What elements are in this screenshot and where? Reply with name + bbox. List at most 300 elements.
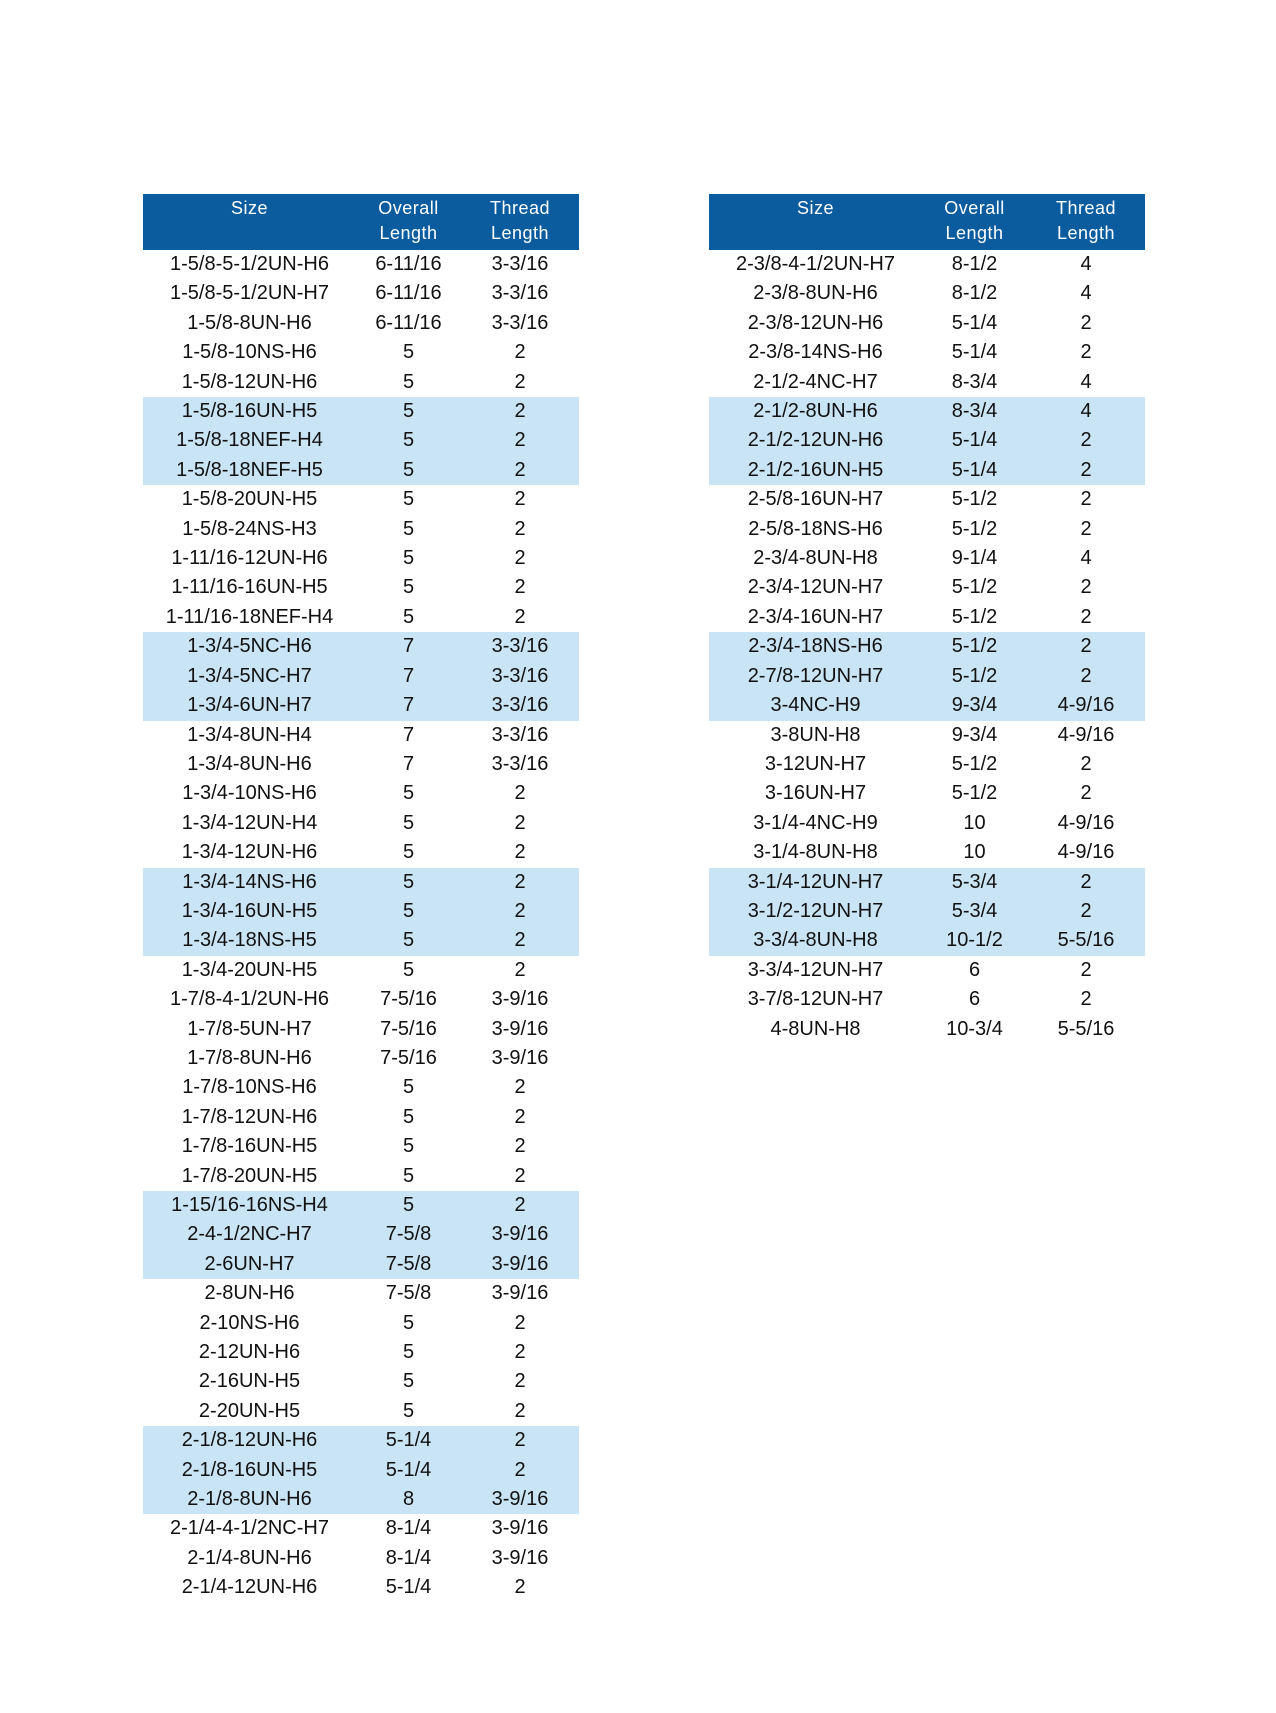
cell-thread-length: 3-9/16 [491,1517,549,1540]
cell-thread-length: 3-9/16 [491,1046,549,1069]
cell-size: 2-1/4-4-1/2NC-H7 [170,1517,329,1540]
cell-size: 1-3/4-5NC-H7 [143,662,356,691]
cell-thread-length: 4 [1080,370,1092,393]
table-row [709,544,1145,573]
table-row [143,926,579,955]
cell-size: 1-5/8-18NEF-H5 [143,456,356,485]
cell-size: 1-3/4-20UN-H5 [181,958,318,981]
table-header-row [143,194,579,250]
cell-overall-length: 5 [356,426,461,455]
cell-overall-length: 9-3/4 [922,691,1027,720]
table-row [143,779,579,808]
cell-overall-length: 9-1/4 [951,547,998,570]
thread-gauge-table-right [709,194,1145,1044]
table-row [709,397,1145,426]
cell-thread-length: 2 [1080,488,1092,511]
cell-thread-length: 2 [514,576,526,599]
cell-size: 4-8UN-H8 [770,1017,861,1040]
table-row [709,721,1145,750]
cell-thread-length: 3-9/16 [491,1017,549,1040]
cell-thread-length: 2 [514,811,526,834]
table-row [709,956,1145,985]
cell-size: 2-3/8-8UN-H6 [753,282,878,305]
cell-size: 2-3/8-4-1/2UN-H7 [736,253,895,275]
cell-size: 1-5/8-10NS-H6 [182,341,317,364]
cell-overall-length: 5-1/2 [951,517,998,540]
cell-size: 2-3/4-12UN-H7 [747,576,884,599]
cell-overall-length: 7-5/8 [385,1282,432,1305]
cell-size: 1-11/16-18NEF-H4 [165,605,334,628]
cell-overall-length: 5-1/2 [951,576,998,599]
table-row [143,985,579,1014]
cell-thread-length: 2 [514,370,526,393]
cell-size: 1-11/16-12UN-H6 [171,547,328,570]
cell-thread-length: 2 [514,841,526,864]
cell-size: 1-5/8-5-1/2UN-H7 [170,282,329,305]
table-row [709,338,1145,367]
table-row [143,1250,579,1279]
cell-size: 1-5/8-24NS-H3 [182,517,317,540]
table-row [143,1279,579,1308]
cell-size: 1-3/4-18NS-H5 [143,926,356,955]
cell-thread-length: 2 [1027,426,1145,455]
cell-overall-length: 8-1/4 [385,1517,432,1540]
cell-thread-length: 3-9/16 [491,1546,549,1569]
table-row [143,485,579,514]
table-row [143,1514,579,1543]
table-row [143,1191,579,1220]
cell-thread-length: 3-3/16 [491,752,549,775]
cell-size: 3-3/4-12UN-H7 [747,958,884,981]
cell-overall-length: 5 [402,841,415,864]
cell-size: 1-3/4-16UN-H5 [143,897,356,926]
cell-size: 2-1/2-12UN-H6 [709,426,922,455]
table-row [143,1456,579,1485]
cell-overall-length: 7-5/8 [356,1220,461,1249]
cell-overall-length: 5 [402,1399,415,1422]
cell-size: 1-3/4-8UN-H6 [187,752,312,775]
cell-thread-length: 2 [461,926,579,955]
cell-overall-length: 5-1/2 [922,632,1027,661]
cell-overall-length: 5-1/2 [951,752,998,775]
cell-overall-length: 5 [402,370,415,393]
cell-overall-length: 5-1/4 [951,311,998,334]
cell-overall-length: 7-5/16 [380,1017,437,1040]
cell-overall-length: 5-1/2 [951,605,998,628]
table-row [709,573,1145,602]
cell-thread-length: 3-9/16 [491,988,549,1011]
cell-size: 1-7/8-10NS-H6 [182,1076,317,1099]
table-row [709,632,1145,661]
cell-thread-length: 2 [514,1311,526,1334]
cell-overall-length: 5-1/2 [951,488,998,511]
table-row [709,426,1145,455]
cell-size: 2-4-1/2NC-H7 [143,1220,356,1249]
table-row [143,1309,579,1338]
cell-size: 1-5/8-5-1/2UN-H6 [170,253,329,275]
cell-overall-length: 5 [402,1164,415,1187]
column-header-thread-length: Thread Length [1055,198,1117,243]
thread-gauge-table-left [143,194,579,1603]
table-row [143,956,579,985]
cell-thread-length: 2 [461,426,579,455]
cell-overall-length: 5 [356,1191,461,1220]
cell-size: 2-5/8-18NS-H6 [748,517,883,540]
cell-thread-length: 4-9/16 [1057,723,1115,746]
cell-size: 1-15/16-16NS-H4 [143,1191,356,1220]
cell-overall-length: 7-5/16 [380,988,437,1011]
cell-overall-length: 8-1/2 [951,282,998,305]
cell-overall-length: 7-5/16 [380,1046,437,1069]
table-row [709,750,1145,779]
table-row [709,309,1145,338]
table-row [143,1544,579,1573]
cell-overall-length: 8-1/4 [385,1546,432,1569]
cell-thread-length: 2 [461,397,579,426]
cell-size: 1-11/16-16UN-H5 [171,576,328,599]
table-row [143,456,579,485]
table-row [143,368,579,397]
cell-size: 1-3/4-10NS-H6 [182,782,317,805]
cell-overall-length: 6-11/16 [375,311,442,334]
cell-size: 1-7/8-12UN-H6 [181,1105,318,1128]
cell-thread-length: 2 [514,1341,526,1364]
cell-size: 2-1/8-16UN-H5 [143,1456,356,1485]
cell-size: 2-1/8-8UN-H6 [143,1485,356,1514]
table-row [709,456,1145,485]
table-row [143,1426,579,1455]
cell-size: 2-8UN-H6 [204,1282,295,1305]
table-row [143,632,579,661]
cell-thread-length: 5-5/16 [1057,1017,1115,1040]
table-row [143,573,579,602]
cell-size: 2-3/8-12UN-H6 [747,311,884,334]
cell-size: 3-16UN-H7 [764,782,867,805]
cell-overall-length: 5-1/4 [356,1456,461,1485]
cell-thread-length: 2 [1027,868,1145,897]
cell-overall-length: 5 [402,1105,415,1128]
cell-overall-length: 5-1/4 [951,341,998,364]
cell-thread-length: 2 [1080,958,1092,981]
cell-size: 1-3/4-6UN-H7 [143,691,356,720]
cell-thread-length: 2 [1080,988,1092,1011]
cell-size: 1-3/4-12UN-H4 [181,811,318,834]
cell-thread-length: 2 [461,897,579,926]
table-row [709,662,1145,691]
cell-size: 3-3/4-8UN-H8 [709,926,922,955]
cell-overall-length: 5 [402,1076,415,1099]
table-row [143,662,579,691]
cell-thread-length: 2 [514,605,526,628]
table-row [143,338,579,367]
table-row [709,368,1145,397]
cell-overall-length: 10-1/2 [922,926,1027,955]
cell-overall-length: 5 [356,456,461,485]
cell-thread-length: 2 [461,1191,579,1220]
column-header-thread-length: Thread Length [489,198,551,243]
table-row [143,721,579,750]
cell-size: 2-16UN-H5 [198,1370,301,1393]
table-row [143,250,579,279]
cell-overall-length: 5-1/4 [922,426,1027,455]
table-row [143,426,579,455]
cell-overall-length: 5 [402,488,415,511]
table-row [709,250,1145,279]
cell-overall-length: 7 [356,691,461,720]
cell-thread-length: 3-9/16 [461,1485,579,1514]
cell-thread-length: 2 [514,341,526,364]
cell-overall-length: 5 [402,958,415,981]
cell-thread-length: 5-5/16 [1027,926,1145,955]
cell-overall-length: 8 [356,1485,461,1514]
cell-size: 2-12UN-H6 [198,1341,301,1364]
table-row [143,750,579,779]
cell-size: 3-12UN-H7 [764,752,867,775]
cell-thread-length: 3-3/16 [491,311,549,334]
cell-overall-length: 5-1/2 [922,662,1027,691]
cell-thread-length: 2 [514,1105,526,1128]
cell-size: 2-3/4-8UN-H8 [753,547,878,570]
cell-overall-length: 7 [356,662,461,691]
cell-size: 2-1/4-8UN-H6 [187,1546,312,1569]
cell-overall-length: 7 [402,752,415,775]
cell-overall-length: 8-3/4 [951,370,998,393]
table-row [143,1367,579,1396]
table-row [709,926,1145,955]
table-row [143,309,579,338]
table-row [143,1397,579,1426]
cell-size: 1-5/8-18NEF-H4 [143,426,356,455]
table-row [709,868,1145,897]
table-row [709,779,1145,808]
cell-thread-length: 3-3/16 [491,723,549,746]
cell-size: 2-3/8-14NS-H6 [748,341,883,364]
cell-size: 1-5/8-20UN-H5 [181,488,318,511]
cell-size: 1-5/8-16UN-H5 [143,397,356,426]
cell-thread-length: 3-3/16 [491,282,549,305]
cell-thread-length: 3-9/16 [491,1282,549,1305]
cell-overall-length: 5 [402,576,415,599]
table-row [143,397,579,426]
cell-overall-length: 6-11/16 [375,253,442,275]
cell-thread-length: 4 [1080,282,1092,305]
cell-thread-length: 2 [514,1399,526,1422]
cell-thread-length: 4 [1080,253,1092,275]
cell-size: 2-1/2-16UN-H5 [709,456,922,485]
table-row [143,1573,579,1602]
table-row [143,1132,579,1161]
cell-thread-length: 3-3/16 [461,691,579,720]
cell-thread-length: 2 [1027,632,1145,661]
cell-overall-length: 5 [356,897,461,926]
cell-thread-length: 3-3/16 [461,662,579,691]
table-row [143,1015,579,1044]
cell-thread-length: 2 [1080,576,1092,599]
table-row [143,544,579,573]
cell-thread-length: 4 [1080,547,1092,570]
cell-overall-length: 10 [963,841,986,864]
cell-thread-length: 2 [461,868,579,897]
table-row [143,838,579,867]
table-row [709,985,1145,1014]
cell-size: 2-1/2-4NC-H7 [753,370,878,393]
cell-size: 3-1/4-12UN-H7 [709,868,922,897]
cell-size: 2-10NS-H6 [199,1311,300,1334]
table-row [143,1044,579,1073]
cell-size: 2-20UN-H5 [198,1399,301,1422]
cell-size: 1-7/8-4-1/2UN-H6 [170,988,329,1011]
cell-overall-length: 5-3/4 [922,897,1027,926]
table-row [143,868,579,897]
cell-thread-length: 2 [1027,456,1145,485]
cell-size: 2-1/8-12UN-H6 [143,1426,356,1455]
cell-size: 3-8UN-H8 [770,723,861,746]
cell-size: 1-5/8-8UN-H6 [187,311,312,334]
cell-overall-length: 8-1/2 [951,253,998,275]
cell-overall-length: 5 [402,605,415,628]
cell-thread-length: 2 [1080,782,1092,805]
table-row [143,1220,579,1249]
cell-size: 1-5/8-12UN-H6 [181,370,318,393]
table-row [709,838,1145,867]
cell-size: 1-3/4-5NC-H6 [143,632,356,661]
cell-thread-length: 4-9/16 [1027,691,1145,720]
cell-overall-length: 5 [402,547,415,570]
cell-size: 2-3/4-16UN-H7 [747,605,884,628]
cell-thread-length: 2 [514,1135,526,1158]
table-row [143,1485,579,1514]
cell-size: 3-1/2-12UN-H7 [709,897,922,926]
cell-overall-length: 5 [402,1311,415,1334]
cell-size: 3-7/8-12UN-H7 [747,988,884,1011]
cell-size: 1-7/8-20UN-H5 [181,1164,318,1187]
cell-thread-length: 2 [461,1426,579,1455]
table-row [143,279,579,308]
cell-overall-length: 6-11/16 [375,282,442,305]
cell-size: 1-3/4-8UN-H4 [187,723,312,746]
cell-thread-length: 2 [1080,311,1092,334]
table-row [709,603,1145,632]
cell-size: 2-7/8-12UN-H7 [709,662,922,691]
table-row [143,1103,579,1132]
cell-overall-length: 5 [402,1341,415,1364]
cell-overall-length: 10 [963,811,986,834]
cell-overall-length: 5-1/2 [951,782,998,805]
cell-size: 1-7/8-5UN-H7 [187,1017,312,1040]
cell-overall-length: 9-3/4 [951,723,998,746]
table-row [709,897,1145,926]
cell-overall-length: 5 [402,341,415,364]
column-header-size: Size [230,198,268,218]
cell-overall-length: 5-1/4 [922,456,1027,485]
cell-thread-length: 2 [514,1164,526,1187]
cell-overall-length: 6 [968,958,981,981]
cell-thread-length: 4-9/16 [1057,841,1115,864]
cell-thread-length: 2 [1080,341,1092,364]
cell-overall-length: 5 [402,1370,415,1393]
table-row [709,515,1145,544]
cell-overall-length: 5 [402,1135,415,1158]
cell-size: 1-7/8-8UN-H6 [187,1046,312,1069]
table-row [709,279,1145,308]
cell-thread-length: 2 [1080,517,1092,540]
table-row [709,485,1145,514]
cell-thread-length: 2 [514,1370,526,1393]
table-row [143,1073,579,1102]
cell-overall-length: 5 [356,868,461,897]
cell-size: 3-1/4-8UN-H8 [753,841,878,864]
cell-overall-length: 7 [356,632,461,661]
cell-overall-length: 5-1/4 [356,1426,461,1455]
cell-overall-length: 5 [356,397,461,426]
cell-thread-length: 3-3/16 [461,632,579,661]
cell-size: 2-6UN-H7 [143,1250,356,1279]
cell-size: 1-3/4-12UN-H6 [181,841,318,864]
cell-thread-length: 4 [1027,397,1145,426]
cell-size: 2-5/8-16UN-H7 [747,488,884,511]
cell-size: 2-1/4-12UN-H6 [181,1576,318,1599]
table-row [143,897,579,926]
cell-thread-length: 3-3/16 [491,253,549,275]
cell-thread-length: 2 [514,958,526,981]
table-row [143,1338,579,1367]
cell-overall-length: 5 [356,926,461,955]
table-row [143,809,579,838]
cell-thread-length: 3-9/16 [461,1220,579,1249]
cell-overall-length: 8-3/4 [922,397,1027,426]
table-row [143,515,579,544]
cell-thread-length: 4-9/16 [1057,811,1115,834]
table-row [143,603,579,632]
cell-thread-length: 2 [1080,752,1092,775]
cell-size: 1-3/4-14NS-H6 [143,868,356,897]
cell-overall-length: 5-3/4 [922,868,1027,897]
cell-thread-length: 3-9/16 [461,1250,579,1279]
cell-overall-length: 10-3/4 [946,1017,1003,1040]
table-row [709,1015,1145,1044]
cell-overall-length: 6 [968,988,981,1011]
cell-size: 3-1/4-4NC-H9 [753,811,878,834]
cell-overall-length: 7 [402,723,415,746]
cell-overall-length: 5 [402,517,415,540]
table-row [143,691,579,720]
table-row [709,691,1145,720]
cell-thread-length: 2 [514,782,526,805]
cell-size: 3-4NC-H9 [709,691,922,720]
cell-thread-length: 2 [514,1076,526,1099]
cell-overall-length: 5-1/4 [385,1576,432,1599]
table-row [143,1162,579,1191]
cell-thread-length: 2 [461,456,579,485]
cell-thread-length: 2 [514,547,526,570]
cell-thread-length: 2 [1027,897,1145,926]
table-header-row [709,194,1145,250]
cell-thread-length: 2 [1027,662,1145,691]
cell-thread-length: 2 [514,1576,526,1599]
table-row [709,809,1145,838]
column-header-size: Size [796,198,834,218]
cell-overall-length: 5 [402,782,415,805]
cell-thread-length: 2 [514,488,526,511]
cell-size: 1-7/8-16UN-H5 [181,1135,318,1158]
column-header-overall-length: Overall Length [378,198,439,243]
cell-size: 2-3/4-18NS-H6 [709,632,922,661]
cell-thread-length: 2 [514,517,526,540]
cell-overall-length: 7-5/8 [356,1250,461,1279]
cell-thread-length: 2 [1080,605,1092,628]
column-header-overall-length: Overall Length [944,198,1005,243]
cell-thread-length: 2 [461,1456,579,1485]
